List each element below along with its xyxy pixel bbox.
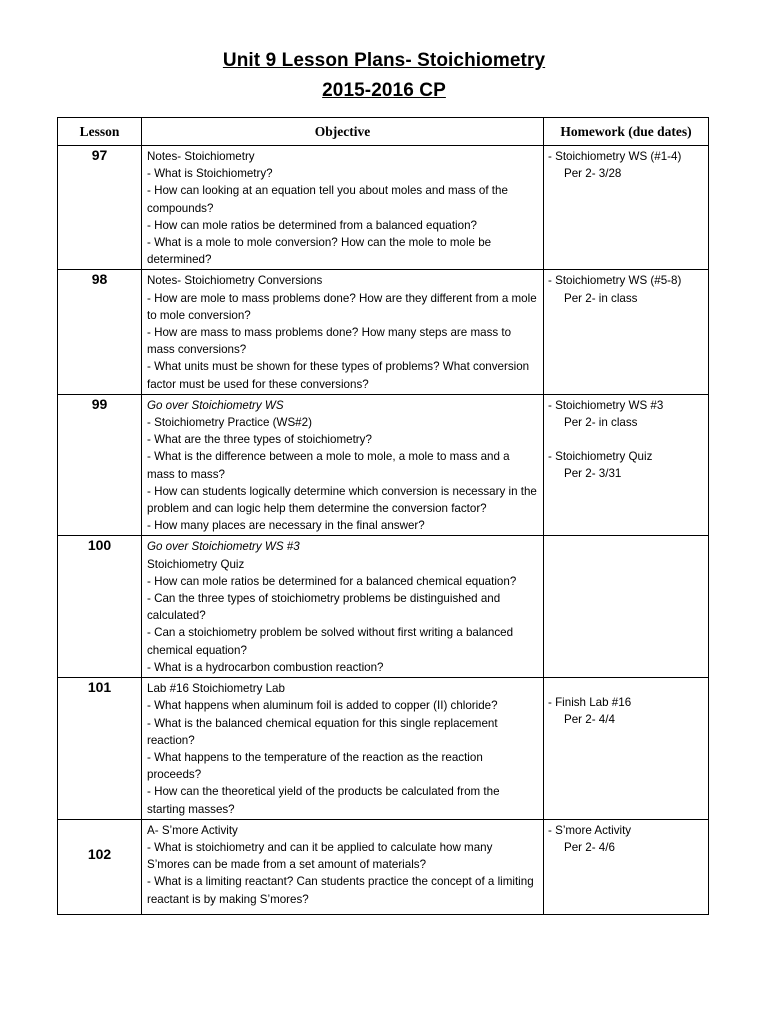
objective-line: - How are mass to mass problems done? How many steps are mass to mass conversions? <box>147 326 512 357</box>
objective-line: - What are the three types of stoichiometry? <box>147 433 372 447</box>
homework-item: - Finish Lab #16 <box>548 696 632 710</box>
homework-due: Per 2- 3/31 <box>564 467 622 481</box>
objective-subheading: Stoichiometry Quiz <box>147 557 245 571</box>
objective-line: - What is a mole to mole conversion? How can the mole to mole be determined? <box>147 236 492 267</box>
objective-heading: Notes- Stoichiometry <box>147 150 255 163</box>
table-row <box>58 146 709 270</box>
page-subtitle: 2015-2016 CP <box>322 80 446 101</box>
objective-heading: Go over Stoichiometry WS #3 <box>147 540 300 554</box>
objective-line: - How many places are necessary in the final answer? <box>147 519 425 533</box>
homework-due: Per 2- 4/6 <box>564 840 615 854</box>
objective-heading: A- S’more Activity <box>147 823 238 837</box>
objective-line: - What is the balanced chemical equation for this single replacement reaction? <box>147 716 498 747</box>
objective-line: - What is stoichiometry and can it be applied to calculate how many S’mores can be made from a set amount of materials? <box>147 840 493 872</box>
page-title: Unit 9 Lesson Plans- Stoichiometry <box>222 50 546 71</box>
lesson-number: 98 <box>58 270 142 394</box>
homework-due: Per 2- in class <box>564 291 638 305</box>
objective-heading: Go over Stoichiometry WS <box>147 398 284 412</box>
table-row <box>58 678 709 820</box>
table-row <box>58 536 709 678</box>
objective-line: - What is a hydrocarbon combustion reaction? <box>147 660 384 674</box>
table-row <box>58 270 709 394</box>
objective-line: - What is a limiting reactant? Can students practice the concept of a limiting reactant is by making S’mores? <box>147 875 534 906</box>
lesson-number: 97 <box>58 146 142 270</box>
column-header-homework: Homework (due dates) <box>544 118 709 146</box>
objective-cell <box>142 678 544 820</box>
objective-line: - How can mole ratios be determined from a balanced equation? <box>147 218 477 232</box>
objective-line: - How can mole ratios be determined for a balanced chemical equation? <box>147 574 517 588</box>
table-header-row <box>58 118 709 146</box>
homework-item: - Stoichiometry WS (#5-8) <box>548 274 682 288</box>
homework-item: - S’more Activity <box>548 823 632 837</box>
objective-line: - How can the theoretical yield of the products be calculated from the starting masses? <box>147 785 500 816</box>
lesson-number: 102 <box>58 819 142 914</box>
objective-cell <box>142 270 544 394</box>
homework-item: - Stoichiometry WS (#1-4) <box>548 150 682 163</box>
homework-item: - Stoichiometry Quiz <box>548 450 653 464</box>
objective-cell <box>142 146 544 270</box>
objective-line: - What is Stoichiometry? <box>147 167 273 181</box>
homework-cell <box>544 270 709 394</box>
homework-cell <box>544 819 709 914</box>
objective-heading: Lab #16 Stoichiometry Lab <box>147 682 285 696</box>
objective-line: - Can a stoichiometry problem be solved without first writing a balanced chemical equation? <box>147 626 514 657</box>
objective-line: - How can looking at an equation tell you about moles and mass of the compounds? <box>147 184 508 215</box>
objective-line: - What units must be shown for these types of problems? What conversion factor must be used for these conversions? <box>147 360 530 391</box>
objective-cell <box>142 394 544 536</box>
objective-line: - Can the three types of stoichiometry problems be distinguished and calculated? <box>147 592 501 623</box>
objective-cell <box>142 536 544 678</box>
objective-heading: Notes- Stoichiometry Conversions <box>147 274 323 288</box>
table-row <box>58 819 709 914</box>
objective-line: - How can students logically determine which conversion is necessary in the problem and can logic help them determine the conversion factor? <box>147 484 537 516</box>
objective-line: - What is the difference between a mole to mole, a mole to mass and a mass to mass? <box>147 450 510 481</box>
lesson-number: 100 <box>58 536 142 678</box>
homework-due: Per 2- 3/28 <box>564 167 622 181</box>
lesson-number: 101 <box>58 678 142 820</box>
lesson-plan-table <box>57 117 709 915</box>
homework-item: - Stoichiometry WS #3 <box>548 398 664 412</box>
column-header-objective: Objective <box>142 118 544 146</box>
lesson-number: 99 <box>58 394 142 536</box>
homework-due: Per 2- 4/4 <box>564 713 615 727</box>
objective-cell <box>142 819 544 914</box>
objective-line: - Stoichiometry Practice (WS#2) <box>147 416 312 430</box>
homework-spacer <box>548 431 704 448</box>
objective-line: - What happens when aluminum foil is added to copper (II) chloride? <box>147 699 498 713</box>
objective-line: - How are mole to mass problems done? How are they different from a mole to mole conversion? <box>147 291 537 322</box>
homework-cell <box>544 394 709 536</box>
objective-line: - What happens to the temperature of the reaction as the reaction proceeds? <box>147 750 483 782</box>
homework-cell <box>544 536 709 678</box>
homework-due: Per 2- in class <box>564 416 638 430</box>
homework-cell <box>544 678 709 820</box>
column-header-lesson: Lesson <box>58 118 142 146</box>
table-row <box>58 394 709 536</box>
homework-cell <box>544 146 709 270</box>
